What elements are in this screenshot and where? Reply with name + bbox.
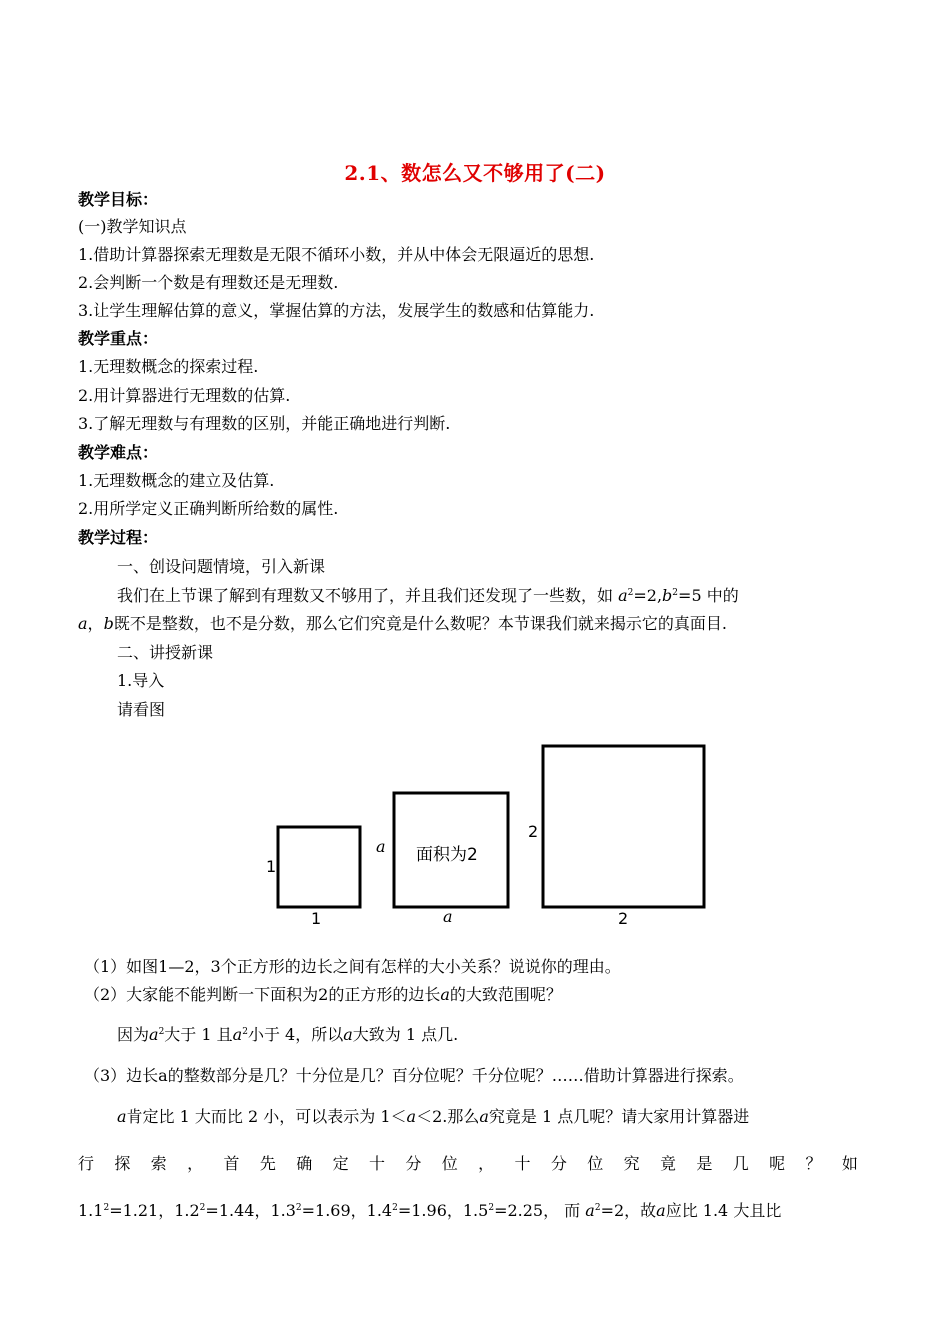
paragraph-3-line3: $1.1^2=1.21$，$1.2^2=1.44$，$1.3^2=1.69$，$1.4^2=1.96$，$1.5^2=2.25$， 而 $a^2=2$，故a应比 1.4 大且比	[78, 1201, 782, 1220]
section-two-title: 二、讲授新课	[117, 643, 214, 662]
key-points-heading: 教学重点：	[78, 329, 159, 348]
key-point-item: 3.了解无理数与有理数的区别，并能正确地进行判断.	[78, 414, 451, 433]
paragraph-3-line1: a肯定比 1 大而比 2 小，可以表示为 1＜a＜2.那么a究竟是 1 点几呢？请大家用计算器进	[117, 1107, 750, 1126]
justified-char: 首	[223, 1154, 240, 1173]
objective-item: 1.借助计算器探索无理数是无限不循环小数，并从中体会无限逼近的思想.	[78, 245, 595, 264]
justified-char: 分	[405, 1154, 422, 1173]
see-figure-text: 请看图	[117, 700, 166, 719]
justified-char: ，	[187, 1154, 204, 1173]
justified-char: 探	[114, 1154, 131, 1173]
square2-bottom-label: a	[443, 907, 453, 926]
justified-char: 是	[696, 1154, 713, 1173]
justified-char: 竟	[660, 1154, 677, 1173]
answer-2: 因为$a^2$大于 1 且$a^2$小于 4，所以a大致为 1 点几.	[117, 1025, 459, 1044]
process-heading: 教学过程：	[78, 528, 159, 547]
justified-char: ？	[805, 1154, 822, 1173]
question-1: （1）如图1—2，3个正方形的边长之间有怎样的大小关系？说说你的理由。	[84, 957, 621, 976]
key-point-item: 1.无理数概念的探索过程.	[78, 357, 259, 376]
difficulty-item: 1.无理数概念的建立及估算.	[78, 471, 275, 490]
justified-char: 分	[550, 1154, 567, 1173]
justified-char: 几	[732, 1154, 749, 1173]
justified-char: 先	[259, 1154, 276, 1173]
square3-bottom-label: 2	[618, 909, 629, 928]
justified-char: 十	[369, 1154, 386, 1173]
justified-char: 位	[441, 1154, 458, 1173]
justified-char: 定	[332, 1154, 349, 1173]
difficulties-heading: 教学难点：	[78, 443, 159, 462]
objective-item: 2.会判断一个数是有理数还是无理数.	[78, 273, 339, 292]
square-side-1	[278, 827, 360, 907]
justified-char: 位	[587, 1154, 604, 1173]
step-one-title: 1.导入	[117, 671, 165, 690]
squares-figure	[260, 740, 720, 930]
justified-char: 索	[150, 1154, 167, 1173]
page-title: 2.1、数怎么又不够用了(二)	[344, 161, 606, 185]
square2-side-label: a	[376, 837, 386, 856]
objectives-subheading: (一)教学知识点	[78, 217, 187, 236]
paragraph-3-line2	[78, 1154, 858, 1174]
section-one-title: 一、创设问题情境，引入新课	[117, 557, 326, 576]
square3-side-label: 2	[528, 822, 539, 841]
question-2: （2）大家能不能判断一下面积为2的正方形的边长a的大致范围呢？	[84, 985, 562, 1004]
difficulty-item: 2.用所学定义正确判断所给数的属性.	[78, 499, 339, 518]
justified-char: 究	[623, 1154, 640, 1173]
intro-paragraph-line1: 我们在上节课了解到有理数又不够用了，并且我们还发现了一些数，如 $a^2=2,b^2=5$ 中的	[117, 586, 739, 605]
objectives-heading: 教学目标：	[78, 190, 159, 209]
square1-bottom-label: 1	[311, 909, 322, 928]
justified-char: 呢	[769, 1154, 786, 1173]
square-side-2	[543, 746, 704, 907]
objective-item: 3.让学生理解估算的意义，掌握估算的方法，发展学生的数感和估算能力.	[78, 301, 595, 320]
justified-char: 如	[841, 1154, 858, 1173]
justified-char: 确	[296, 1154, 313, 1173]
square2-area-label: 面积为2	[416, 845, 478, 865]
justified-char: 十	[514, 1154, 531, 1173]
key-point-item: 2.用计算器进行无理数的估算.	[78, 386, 291, 405]
square1-side-label: 1	[266, 857, 277, 876]
justified-char: 行	[78, 1154, 95, 1173]
justified-char: ，	[478, 1154, 495, 1173]
intro-paragraph-line2: a，b既不是整数，也不是分数，那么它们究竟是什么数呢？本节课我们就来揭示它的真面目.	[78, 614, 727, 633]
question-3: （3）边长a的整数部分是几？十分位是几？百分位呢？千分位呢？……借助计算器进行探索。	[84, 1066, 744, 1085]
